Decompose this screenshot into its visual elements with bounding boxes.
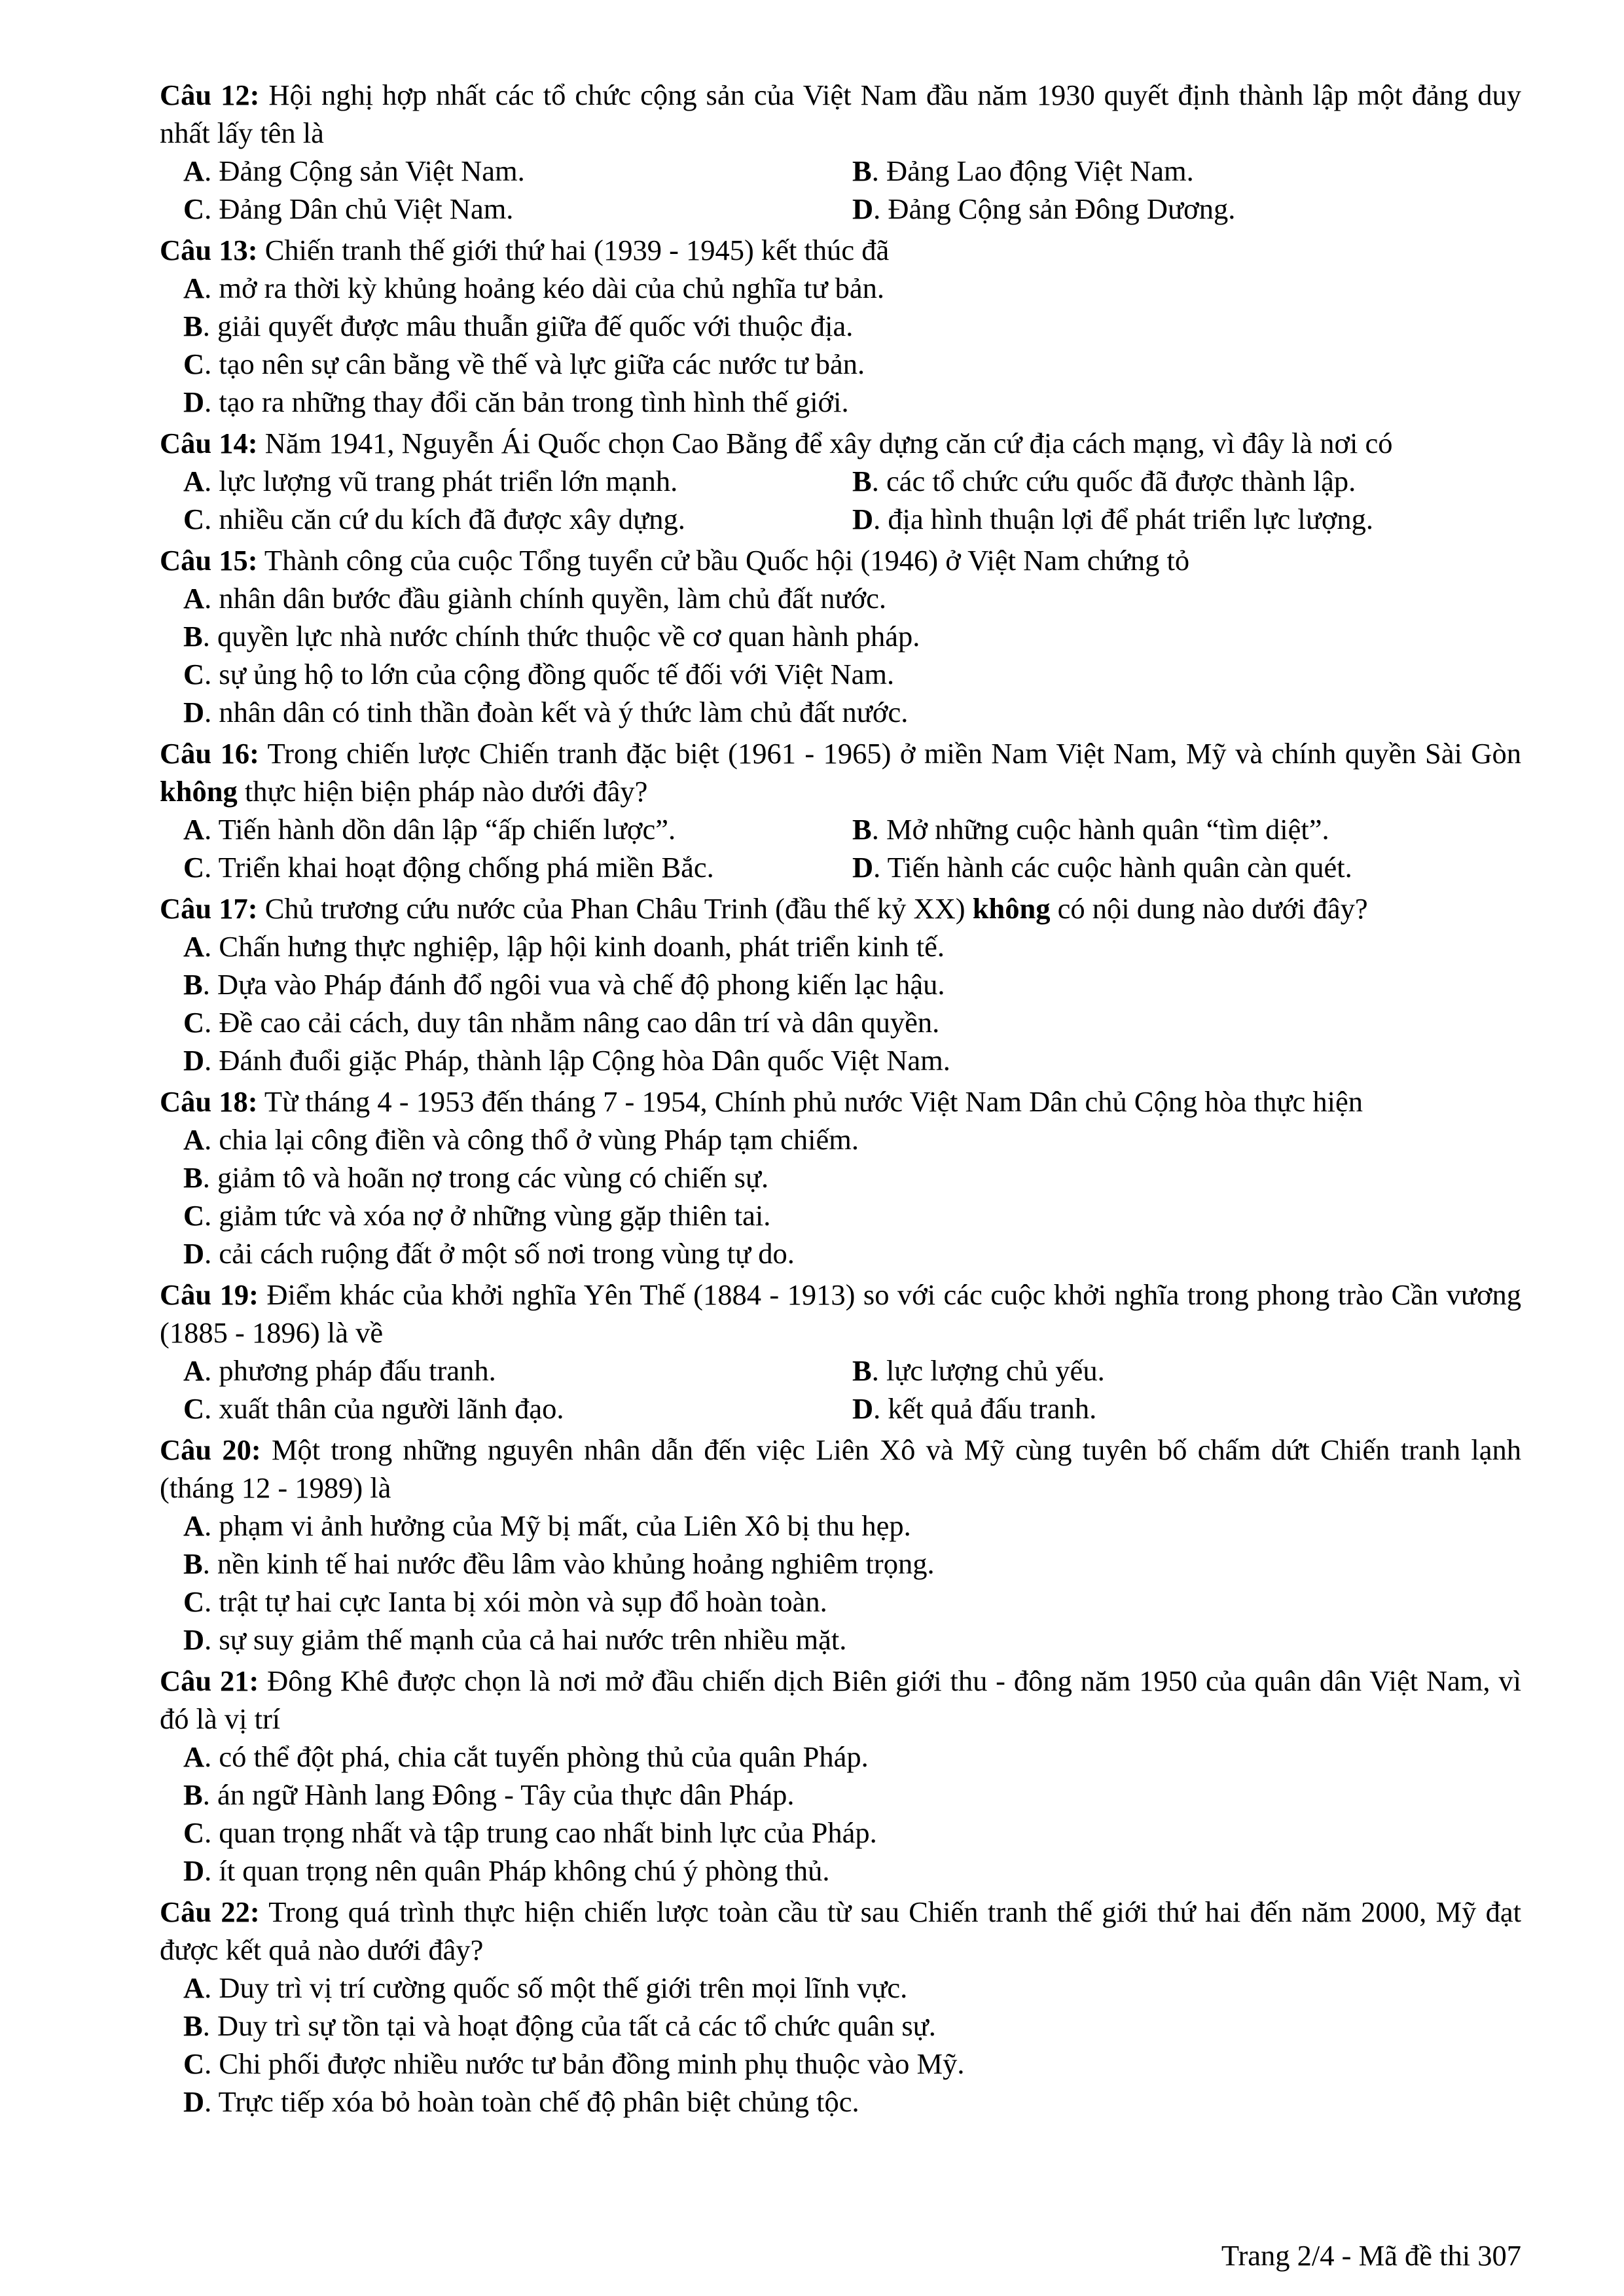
- option-text: . phương pháp đấu tranh.: [204, 1354, 496, 1387]
- question-stem: [160, 541, 1521, 579]
- option-letter: A: [183, 582, 205, 615]
- options-row: [183, 1352, 1521, 1390]
- answer-option: [183, 1852, 1521, 1890]
- option-letter: C: [183, 1816, 205, 1849]
- option-text: . trật tự hai cực Ianta bị xói mòn và sụp đổ hoàn toàn.: [204, 1585, 827, 1618]
- options: [160, 1352, 1521, 1427]
- question-stem: [160, 76, 1521, 152]
- options: [160, 1507, 1521, 1659]
- options-row: [183, 190, 1521, 228]
- answer-option: [183, 927, 1521, 965]
- option-letter: A: [183, 1740, 205, 1773]
- option-text: . tạo nên sự cân bằng về thế và lực giữa các nước tư bản.: [204, 348, 865, 380]
- option-letter: C: [183, 348, 205, 380]
- answer-option: [183, 462, 852, 500]
- option-text: . xuất thân của người lãnh đạo.: [204, 1392, 564, 1425]
- answer-option: [183, 810, 852, 848]
- option-letter: C: [183, 2047, 205, 2080]
- stem-text: Chủ trương cứu nước của Phan Châu Trinh (đầu thế kỷ XX): [257, 892, 973, 925]
- question-label: Câu 22:: [160, 1895, 260, 1928]
- option-text: . nền kinh tế hai nước đều lâm vào khủng hoảng nghiêm trọng.: [202, 1547, 935, 1580]
- question: [160, 1083, 1521, 1272]
- option-letter: A: [183, 1971, 205, 2004]
- question-stem: [160, 1083, 1521, 1121]
- emphasis-text: không: [160, 775, 238, 808]
- option-letter: C: [183, 851, 205, 884]
- option-letter: D: [183, 1623, 205, 1656]
- question: [160, 424, 1521, 538]
- stem-text: Trong chiến lược Chiến tranh đặc biệt (1961 - 1965) ở miền Nam Việt Nam, Mỹ và chính quyền Sài Gòn: [259, 737, 1521, 770]
- option-text: . Đảng Cộng sản Đông Dương.: [873, 192, 1236, 225]
- answer-option: [183, 269, 1521, 307]
- option-text: . tạo ra những thay đổi căn bản trong tình hình thế giới.: [204, 386, 849, 418]
- option-letter: D: [183, 1237, 205, 1270]
- stem-text: Điểm khác của khởi nghĩa Yên Thế (1884 - 1913) so với các cuộc khởi nghĩa trong phong trào Cần vương (1885 - 1896) là về: [160, 1278, 1521, 1349]
- question-label: Câu 13:: [160, 234, 258, 266]
- option-letter: C: [183, 503, 205, 535]
- options-row: [183, 1390, 1521, 1427]
- option-text: . án ngữ Hành lang Đông - Tây của thực dân Pháp.: [202, 1778, 795, 1811]
- answer-option: [183, 1121, 1521, 1158]
- answer-option: [852, 152, 1521, 190]
- option-letter: D: [852, 851, 874, 884]
- options-row: [183, 152, 1521, 190]
- answer-option: [183, 1234, 1521, 1272]
- option-letter: A: [183, 1509, 205, 1542]
- stem-text: Thành công của cuộc Tổng tuyển cử bầu Quốc hội (1946) ở Việt Nam chứng tỏ: [257, 544, 1190, 577]
- answer-option: [183, 848, 852, 886]
- stem-text: Hội nghị hợp nhất các tổ chức cộng sản của Việt Nam đầu năm 1930 quyết định thành lập một đảng duy nhất lấy tên là: [160, 79, 1521, 149]
- answer-option: [183, 2007, 1521, 2045]
- option-letter: B: [183, 620, 203, 653]
- page-footer: Trang 2/4 - Mã đề thi 307: [1221, 2239, 1521, 2272]
- stem-text: Chiến tranh thế giới thứ hai (1939 - 1945) kết thúc đã: [257, 234, 890, 266]
- option-letter: C: [183, 1006, 205, 1039]
- options-row: [183, 848, 1521, 886]
- option-text: . Dựa vào Pháp đánh đổ ngôi vua và chế độ phong kiến lạc hậu.: [202, 968, 945, 1001]
- options: [160, 462, 1521, 538]
- question-stem: [160, 734, 1521, 810]
- question-label: Câu 19:: [160, 1278, 259, 1311]
- option-letter: A: [183, 154, 205, 187]
- option-letter: C: [183, 1392, 205, 1425]
- answer-option: [852, 810, 1521, 848]
- option-text: . Chấn hưng thực nghiệp, lập hội kinh doanh, phát triển kinh tế.: [204, 930, 945, 963]
- question-stem: [160, 1662, 1521, 1738]
- option-text: . nhân dân có tinh thần đoàn kết và ý thức làm chủ đất nước.: [204, 696, 909, 728]
- options: [160, 810, 1521, 886]
- option-text: . Duy trì sự tồn tại và hoạt động của tất cả các tổ chức quân sự.: [202, 2009, 936, 2042]
- option-letter: B: [852, 465, 872, 497]
- question-label: Câu 20:: [160, 1433, 261, 1466]
- option-letter: B: [852, 813, 872, 846]
- option-text: . Đề cao cải cách, duy tân nhằm nâng cao dân trí và dân quyền.: [204, 1006, 940, 1039]
- option-text: . Đảng Dân chủ Việt Nam.: [204, 192, 514, 225]
- options: [160, 1121, 1521, 1272]
- question: [160, 76, 1521, 228]
- option-letter: B: [183, 1778, 203, 1811]
- answer-option: [183, 965, 1521, 1003]
- options: [160, 1738, 1521, 1890]
- option-letter: C: [183, 1199, 205, 1232]
- stem-text: Từ tháng 4 - 1953 đến tháng 7 - 1954, Chính phủ nước Việt Nam Dân chủ Cộng hòa thực hiện: [257, 1085, 1363, 1118]
- options: [160, 1969, 1521, 2121]
- answer-option: [183, 1545, 1521, 1583]
- answer-option: [183, 1507, 1521, 1545]
- option-letter: D: [852, 1392, 874, 1425]
- option-text: . Đánh đuổi giặc Pháp, thành lập Cộng hòa Dân quốc Việt Nam.: [204, 1044, 950, 1077]
- option-letter: D: [183, 696, 205, 728]
- options-row: [183, 810, 1521, 848]
- stem-text: Một trong những nguyên nhân dẫn đến việc Liên Xô và Mỹ cùng tuyên bố chấm dứt Chiến tranh lạnh (tháng 12 - 1989) là: [160, 1433, 1521, 1504]
- answer-option: [183, 1583, 1521, 1621]
- stem-text: thực hiện biện pháp nào dưới đây?: [237, 775, 648, 808]
- option-letter: D: [183, 1854, 205, 1887]
- answer-option: [183, 345, 1521, 383]
- answer-option: [183, 2083, 1521, 2121]
- option-letter: A: [183, 930, 205, 963]
- option-text: . quan trọng nhất và tập trung cao nhất binh lực của Pháp.: [204, 1816, 877, 1849]
- option-text: . chia lại công điền và công thổ ở vùng Pháp tạm chiếm.: [204, 1123, 859, 1156]
- answer-option: [183, 1390, 852, 1427]
- option-letter: B: [183, 1161, 203, 1194]
- answer-option: [852, 1390, 1521, 1427]
- option-letter: C: [183, 192, 205, 225]
- option-text: . giảm tô và hoãn nợ trong các vùng có chiến sự.: [202, 1161, 769, 1194]
- option-text: . lực lượng chủ yếu.: [871, 1354, 1105, 1387]
- stem-text: Năm 1941, Nguyễn Ái Quốc chọn Cao Bằng để xây dựng căn cứ địa cách mạng, vì đây là nơi có: [257, 427, 1393, 459]
- option-text: . các tổ chức cứu quốc đã được thành lập.: [871, 465, 1356, 497]
- question-stem: [160, 1893, 1521, 1969]
- answer-option: [852, 462, 1521, 500]
- question: [160, 734, 1521, 886]
- question: [160, 1662, 1521, 1890]
- stem-text: có nội dung nào dưới đây?: [1050, 892, 1368, 925]
- stem-text: Trong quá trình thực hiện chiến lược toàn cầu từ sau Chiến tranh thế giới thứ hai đến năm 2000, Mỹ đạt được kết quả nào dưới đây?: [160, 1895, 1521, 1966]
- option-letter: C: [183, 1585, 205, 1618]
- option-text: . Đảng Lao động Việt Nam.: [871, 154, 1194, 187]
- question-stem: [160, 231, 1521, 269]
- question-label: Câu 12:: [160, 79, 260, 111]
- option-text: . Đảng Cộng sản Việt Nam.: [204, 154, 525, 187]
- option-text: . lực lượng vũ trang phát triển lớn mạnh.: [204, 465, 678, 497]
- exam-page: [160, 76, 1521, 2124]
- option-letter: A: [183, 1354, 205, 1387]
- option-text: . địa hình thuận lợi để phát triển lực lượng.: [873, 503, 1374, 535]
- question-stem: [160, 889, 1521, 927]
- answer-option: [183, 1621, 1521, 1659]
- question-label: Câu 14:: [160, 427, 258, 459]
- question: [160, 1276, 1521, 1427]
- option-letter: A: [183, 272, 205, 304]
- options-row: [183, 462, 1521, 500]
- answer-option: [183, 1352, 852, 1390]
- answer-option: [183, 655, 1521, 693]
- question-stem: [160, 1276, 1521, 1352]
- answer-option: [183, 1776, 1521, 1814]
- option-text: . Trực tiếp xóa bỏ hoàn toàn chế độ phân biệt chủng tộc.: [204, 2085, 859, 2118]
- option-text: . giải quyết được mâu thuẫn giữa đế quốc với thuộc địa.: [202, 310, 854, 342]
- option-letter: B: [183, 310, 203, 342]
- option-letter: A: [183, 813, 205, 846]
- option-letter: C: [183, 658, 205, 691]
- answer-option: [183, 307, 1521, 345]
- answer-option: [852, 848, 1521, 886]
- question: [160, 1431, 1521, 1659]
- answer-option: [183, 2045, 1521, 2083]
- option-letter: B: [852, 1354, 872, 1387]
- option-letter: B: [183, 968, 203, 1001]
- options: [160, 579, 1521, 731]
- option-text: . nhân dân bước đầu giành chính quyền, làm chủ đất nước.: [204, 582, 887, 615]
- option-text: . sự suy giảm thế mạnh của cả hai nước trên nhiều mặt.: [204, 1623, 847, 1656]
- answer-option: [183, 1158, 1521, 1196]
- option-text: . Mở những cuộc hành quân “tìm diệt”.: [871, 813, 1329, 846]
- answer-option: [183, 152, 852, 190]
- question-label: Câu 21:: [160, 1664, 259, 1697]
- option-text: . sự ủng hộ to lớn của cộng đồng quốc tế đối với Việt Nam.: [204, 658, 895, 691]
- options-row: [183, 500, 1521, 538]
- question-stem: [160, 1431, 1521, 1507]
- option-letter: D: [183, 386, 205, 418]
- option-letter: B: [183, 2009, 203, 2042]
- answer-option: [852, 500, 1521, 538]
- option-letter: A: [183, 1123, 205, 1156]
- answer-option: [852, 1352, 1521, 1390]
- answer-option: [183, 383, 1521, 421]
- option-text: . mở ra thời kỳ khủng hoảng kéo dài của chủ nghĩa tư bản.: [204, 272, 884, 304]
- options: [160, 927, 1521, 1079]
- answer-option: [852, 190, 1521, 228]
- stem-text: Đông Khê được chọn là nơi mở đầu chiến dịch Biên giới thu - đông năm 1950 của quân dân Việt Nam, vì đó là vị trí: [160, 1664, 1521, 1735]
- option-letter: D: [852, 503, 874, 535]
- option-text: . giảm tức và xóa nợ ở những vùng gặp thiên tai.: [204, 1199, 771, 1232]
- options: [160, 152, 1521, 228]
- option-text: . kết quả đấu tranh.: [873, 1392, 1097, 1425]
- option-text: . có thể đột phá, chia cắt tuyến phòng thủ của quân Pháp.: [204, 1740, 869, 1773]
- answer-option: [183, 1738, 1521, 1776]
- option-text: . cải cách ruộng đất ở một số nơi trong vùng tự do.: [204, 1237, 795, 1270]
- answer-option: [183, 693, 1521, 731]
- question-label: Câu 18:: [160, 1085, 258, 1118]
- question-label: Câu 16:: [160, 737, 259, 770]
- option-letter: D: [183, 2085, 205, 2118]
- option-text: . Tiến hành dồn dân lập “ấp chiến lược”.: [204, 813, 676, 846]
- option-text: . Tiến hành các cuộc hành quân càn quét.: [873, 851, 1352, 884]
- option-letter: B: [183, 1547, 203, 1580]
- option-text: . Chi phối được nhiều nước tư bản đồng minh phụ thuộc vào Mỹ.: [204, 2047, 965, 2080]
- answer-option: [183, 1969, 1521, 2007]
- option-letter: B: [852, 154, 872, 187]
- question-label: Câu 17:: [160, 892, 258, 925]
- emphasis-text: không: [972, 892, 1051, 925]
- question-stem: [160, 424, 1521, 462]
- option-text: . quyền lực nhà nước chính thức thuộc về cơ quan hành pháp.: [202, 620, 920, 653]
- option-text: . Duy trì vị trí cường quốc số một thế giới trên mọi lĩnh vực.: [204, 1971, 908, 2004]
- option-text: . ít quan trọng nên quân Pháp không chú ý phòng thủ.: [204, 1854, 830, 1887]
- answer-option: [183, 617, 1521, 655]
- question: [160, 231, 1521, 421]
- option-text: . phạm vi ảnh hưởng của Mỹ bị mất, của Liên Xô bị thu hẹp.: [204, 1509, 911, 1542]
- option-letter: D: [852, 192, 874, 225]
- answer-option: [183, 1196, 1521, 1234]
- option-letter: D: [183, 1044, 205, 1077]
- answer-option: [183, 1814, 1521, 1852]
- option-text: . nhiều căn cứ du kích đã được xây dựng.: [204, 503, 685, 535]
- question: [160, 541, 1521, 731]
- answer-option: [183, 1003, 1521, 1041]
- answer-option: [183, 500, 852, 538]
- question: [160, 889, 1521, 1079]
- options: [160, 269, 1521, 421]
- answer-option: [183, 579, 1521, 617]
- option-letter: A: [183, 465, 205, 497]
- question-label: Câu 15:: [160, 544, 258, 577]
- answer-option: [183, 190, 852, 228]
- question: [160, 1893, 1521, 2121]
- option-text: . Triển khai hoạt động chống phá miền Bắc.: [204, 851, 714, 884]
- answer-option: [183, 1041, 1521, 1079]
